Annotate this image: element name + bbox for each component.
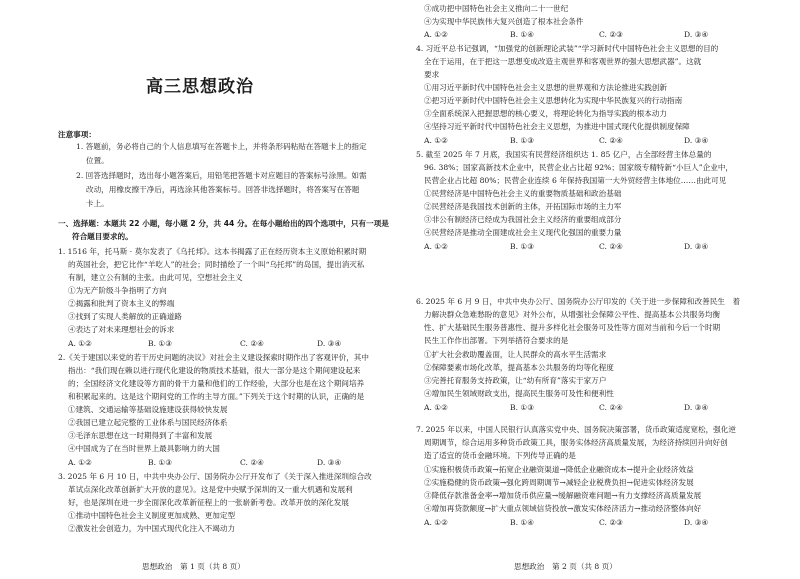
question-4-option-c[interactable]: C. ②④ — [599, 136, 623, 145]
question-7-stem: 7. 2025 年以来，中国人民银行认真落实党中央、国务院决策部署，货币政策适度宽松，强化逆 — [416, 425, 736, 434]
question-6-item: ①扩大社会救助覆盖面，让人民群众的高水平生活需求 — [424, 350, 607, 359]
question-7-option-c[interactable]: C. ②③ — [599, 518, 623, 527]
question-5-stem: 民营企业占比超 80%；民营企业连续 6 年保持我国第一大外贸经营主体地位……由此可见 — [424, 176, 727, 185]
question-2-item: ②我国已建立起完整的工业体系与国民经济体系 — [68, 418, 228, 427]
page-title: 高三思想政治 — [146, 77, 254, 97]
question-6-stem: 力解决群众急难愁盼的意见》对外公布，从增强社会保障公平性、提高基本公共服务均衡 — [424, 310, 721, 319]
question-6-item: ④增加民生领域财政支出，提高民生服务可及性和便利性 — [424, 389, 614, 398]
section-heading: 一、选择题：本题共 22 小题，每小题 2 分，共 44 分。在每小题给出的四个选项中，只有一项是 — [58, 219, 389, 228]
question-2-option-c[interactable]: C. ②④ — [240, 458, 264, 467]
question-4-option-b[interactable]: B. ①③ — [510, 136, 535, 145]
question-4-item: ①用习近平新时代中国特色社会主义思想的世界观和方法论推进实践创新 — [424, 83, 667, 92]
question-1-item: ①为无产阶级斗争指明了方向 — [68, 286, 167, 295]
question-6-item: ③完善托育服务支持政策，让“幼有所育”落实于家万户 — [424, 376, 607, 385]
question-7-item: ②实施稳健的货币政策→强化跨周期调节→减轻企业税费负担→促进实体经济发展 — [424, 478, 694, 487]
question-3-option-c[interactable]: C. ②③ — [599, 30, 623, 39]
question-1-item: ④表达了对未来理想社会的诉求 — [68, 325, 175, 334]
question-6-stem: 性、扩大基础民生服务普惠性、提升多样化社会服务可及性等方面对当前和今后一个时期 — [424, 323, 721, 332]
question-4-item: ④坚持习近平新时代中国特色社会主义思想，为推进中国式现代化提供制度保障 — [424, 122, 690, 131]
question-7-item: ③降低存款准备金率→增加货币供应量→缓解融资难问题→有力支撑经济高质量发展 — [424, 491, 702, 500]
question-1-option-d[interactable]: D. ③④ — [317, 339, 342, 348]
question-2-option-a[interactable]: A. ①② — [68, 458, 92, 467]
question-3-option-a[interactable]: A. ①② — [424, 30, 448, 39]
question-6-option-d[interactable]: D. ③④ — [684, 403, 709, 412]
question-1-stem: 的英国社会，把它比作“羊吃人”的社会；同时描绘了一个叫“乌托邦”的岛国，提出消灭私 — [68, 260, 365, 269]
question-5-option-c[interactable]: C. ②④ — [599, 242, 623, 251]
question-3-item: ③成功把中国特色社会主义推向二十一世纪 — [424, 4, 569, 13]
question-1-item: ③找到了实现人类解放的正确道路 — [68, 312, 182, 321]
question-1-option-a[interactable]: A. ①② — [68, 339, 92, 348]
question-6-item: ②保障要素市场化改革，提高基本公共服务的均等化程度 — [424, 363, 614, 372]
section-heading: 符合题目要求的。 — [72, 232, 133, 241]
question-2-stem: 的；全国经济文化建设等方面的骨干力量和他们的工作经验，大部分也是在这个期间培养 — [68, 379, 365, 388]
question-6-option-b[interactable]: B. ①③ — [510, 403, 535, 412]
question-2-stem: 2.《关于建国以来党的若干历史问题的决议》对社会主义建设探索时期作出了客观评价，其中 — [58, 353, 369, 362]
question-7-option-d[interactable]: D. ③④ — [684, 518, 709, 527]
question-4-stem: 要求 — [424, 70, 440, 79]
notes-heading: 注意事项： — [58, 130, 96, 139]
note-line: 改动，用橡皮擦干净后，再选涂其他答案标号。回答非选择题时，将答案写在答题 — [86, 185, 360, 194]
question-2-item: ④中国成为了在当时世界上最具影响力的大国 — [68, 444, 220, 453]
note-line: 卡上。 — [86, 199, 109, 208]
question-5-stem: 96. 38%；国家高新技术企业中，民营企业占比超 92%；国家级专精特新“小巨人”企业中， — [424, 163, 734, 172]
question-7-item: ④增加再贷款额度→扩大重点领域信贷投放→激发实体经济活力→推动经济整体向好 — [424, 504, 702, 513]
question-3-stem: 革试点深化改革创新扩大开放的意见》。这是党中央赋予深圳的又一重大机遇和发展利 — [68, 485, 353, 494]
page-right — [402, 0, 800, 579]
question-4-stem: 全在于运用，在于把这一思想变成改造主观世界和客观世界的强大思想武器”。这就 — [424, 57, 702, 66]
question-5-item: ③非公有制经济已经成为我国社会主义经济的重要组成部分 — [424, 215, 622, 224]
page-footer: 思想政治 第 2 页（共 8 页） — [514, 562, 617, 571]
question-4-option-a[interactable]: A. ①② — [424, 136, 448, 145]
question-3-option-b[interactable]: B. ①④ — [510, 30, 535, 39]
question-1-stem: 有制，建立公有制的主张。由此可见，空想社会主义 — [68, 273, 243, 282]
question-1-option-c[interactable]: C. ②④ — [240, 339, 264, 348]
question-3-item: ①推动中国特色社会主义制度更加成熟、更加定型 — [68, 511, 236, 520]
question-7-option-b[interactable]: B. ①④ — [510, 518, 535, 527]
question-3-item: ②激发社会创造力，为中国式现代化注入不竭动力 — [68, 524, 236, 533]
question-2-option-b[interactable]: B. ①③ — [148, 458, 173, 467]
question-5-item: ②民营经济是我国技术创新的主体，开拓国际市场的主力军 — [424, 202, 622, 211]
question-6-option-a[interactable]: A. ①② — [424, 403, 448, 412]
question-5-option-a[interactable]: A. ①② — [424, 242, 448, 251]
question-4-item: ②把习近平新时代中国特色社会主义思想转化为实现中华民族复兴的行动指南 — [424, 96, 683, 105]
question-5-option-d[interactable]: D. ③④ — [684, 242, 709, 251]
question-3-option-d[interactable]: D. ③④ — [684, 30, 709, 39]
question-7-item: ①实施积极货币政策→拓宽企业融资渠道→降低企业融资成本→提升企业经济效益 — [424, 465, 694, 474]
note-line: 位置。 — [86, 156, 109, 165]
question-5-item: ④民营经济是推动全面建成社会主义现代化强国的重要力量 — [424, 228, 622, 237]
question-4-option-d[interactable]: D. ③④ — [684, 136, 709, 145]
question-4-stem: 4. 习近平总书记强调，“加强党的创新理论武装”“学习新时代中国特色社会主义思想的目的 — [416, 44, 719, 53]
question-3-item: ④为实现中华民族伟大复兴创造了根本社会条件 — [424, 17, 584, 26]
question-2-option-d[interactable]: D. ③④ — [317, 458, 342, 467]
question-1-item: ②揭露和批判了资本主义的弊端 — [68, 299, 175, 308]
question-3-stem: 好，也是深圳在进一步全面深化改革新征程上的一张崭新考卷。改革开放的深化发展 — [68, 498, 349, 507]
question-7-stem: 造了适宜的货币金融环境。下列传导正确的是 — [424, 451, 576, 460]
question-1-stem: 1. 1516 年，托马斯 · 莫尔发表了《乌托邦》。这本书揭露了正在经历资本主义原始积累时期 — [58, 247, 367, 256]
question-4-item: ③全面系统深入把握思想的核心要义，将理论转化为指导实践的根本动力 — [424, 109, 667, 118]
page-footer: 思想政治 第 1 页（共 8 页） — [142, 562, 245, 571]
question-1-option-b[interactable]: B. ①③ — [148, 339, 173, 348]
question-6-stem: 民生工作作出部署。下列举措符合要求的是 — [424, 336, 569, 345]
question-7-stem: 周期调节，综合运用多种货币政策工具，服务实体经济高质量发展，为经济持续回升向好创 — [424, 438, 728, 447]
question-3-stem: 3. 2025 年 6 月 10 日，中共中央办公厅、国务院办公厅开发布了《关于深入推进深圳综合改 — [58, 472, 372, 481]
question-2-stem: 指出：“我们现在赖以进行现代化建设的物质技术基础，很大一部分是这个期间建设起来 — [68, 366, 361, 375]
question-7-option-a[interactable]: A. ①② — [424, 518, 448, 527]
question-2-item: ③毛泽东思想在这一时期得到了丰富和发展 — [68, 431, 213, 440]
question-6-option-c[interactable]: C. ②④ — [599, 403, 623, 412]
note-line: 2. 回答选择题时，选出每小题答案后，用铅笔把答题卡对应题目的答案标号涂黑。如需 — [76, 171, 367, 180]
question-5-option-b[interactable]: B. ①③ — [510, 242, 535, 251]
question-6-stem: 6. 2025 年 6 月 9 日，中共中央办公厅、国务院办公厅印发的《关于进一步保障和改善民生 着 — [416, 297, 741, 306]
question-2-item: ①建筑、交通运输等基础设施建设获得较快发展 — [68, 405, 228, 414]
note-line: 1. 答题前，务必将自己的个人信息填写在答题卡上，并将条形码粘贴在答题卡上的指定 — [76, 142, 367, 151]
question-5-stem: 5. 截至 2025 年 7 月底，我国实有民营经济组织达 1. 85 亿户，占全部经营主体总量的 — [416, 150, 712, 159]
question-2-stem: 和积累起来的。这是这个期间党的工作的主导方面。”下列关于这个时期的认识，正确的是 — [68, 392, 365, 401]
question-5-item: ①民营经济是中国特色社会主义的重要物质基础和政治基础 — [424, 189, 622, 198]
